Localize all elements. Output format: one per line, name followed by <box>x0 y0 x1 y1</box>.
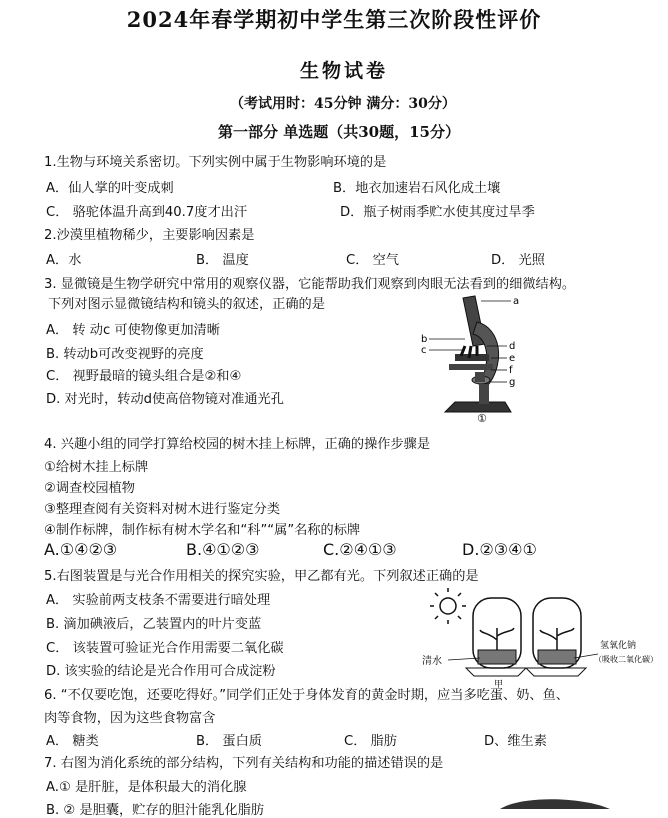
q3-option-d: D. 对光时，转动d使高倍物镜对准通光孔 <box>46 392 284 407</box>
fig-label-jia: 甲 <box>494 680 504 688</box>
section-title: 第一部分 单选题（共30题，15分） <box>218 123 460 141</box>
q6-option-b: B． 蛋白质 <box>196 734 262 749</box>
fig-label-e: e <box>509 353 516 364</box>
q5-option-d: D. 该实验的结论是光合作用可合成淀粉 <box>46 664 276 679</box>
fig-label-a: a <box>513 296 520 307</box>
q4-step-3: ③整理查阅有关资料对树木进行鉴定分类 <box>44 502 281 517</box>
fig-label-c: c <box>421 345 427 356</box>
q6-stem-line1: 6. “不仅要吃饱，还要吃得好。”同学们正处于身体发育的黄金时期，应当多吃蛋、奶、鱼、 <box>44 688 569 703</box>
subject-title: 生物试卷 <box>300 60 389 82</box>
q6-option-a: A． 糖类 <box>46 734 99 749</box>
fig-label-d: d <box>509 341 516 352</box>
q6-stem-line2: 肉等食物，因为这些食物富含 <box>44 711 216 726</box>
fig-label-1: ① <box>477 412 487 424</box>
exam-info: （考试用时：45分钟 满分：30分） <box>230 96 456 112</box>
fig-label-naoh-note: （吸收二氧化碳） <box>594 655 658 664</box>
q2-option-a: A．水 <box>46 253 82 268</box>
fig-label-f: f <box>509 365 513 376</box>
exam-title: 2024年春学期初中学生第三次阶段性评价 <box>126 7 542 32</box>
q5-option-b: B. 滴加碘液后，乙装置内的叶片变蓝 <box>46 617 262 632</box>
q2-option-c: C． 空气 <box>346 253 399 268</box>
microscope-figure <box>415 292 535 424</box>
q5-option-c: C． 该装置可验证光合作用需要二氧化碳 <box>46 641 284 656</box>
q4-option-a: A.①④②③ <box>44 540 118 559</box>
q4-step-1: ①给树木挂上标牌 <box>44 460 149 475</box>
q3-stem-line2: 下列对图示显微镜结构和镜头的叙述，正确的是 <box>48 297 325 312</box>
fig-label-water: 清水 <box>422 656 442 667</box>
q1-option-b: B．地衣加速岩石风化成土壤 <box>333 181 501 196</box>
q3-stem-line1: 3. 显微镜是生物学研究中常用的观察仪器，它能帮助我们观察到肉眼无法看到的细微结构。 <box>44 277 576 292</box>
q3-option-c: C． 视野最暗的镜头组合是②和④ <box>46 369 242 384</box>
q4-step-2: ②调查校园植物 <box>44 481 135 496</box>
photosynthesis-apparatus-figure <box>418 588 658 688</box>
q6-option-c: C． 脂肪 <box>344 734 397 749</box>
fig-label-g: g <box>509 377 516 388</box>
q5-option-a: A． 实验前两支枝条不需要进行暗处理 <box>46 593 271 608</box>
q4-step-4: ④制作标牌，制作标有树木学名和“科”“属”名称的标牌 <box>44 523 361 538</box>
fig-label-naoh: 氢氧化钠 <box>600 641 637 651</box>
q4-option-d: D.②③④① <box>462 540 537 559</box>
q4-option-b: B.④①②③ <box>186 540 260 559</box>
q7-option-a: A.① 是肝脏，是体积最大的消化腺 <box>46 780 247 795</box>
q1-option-d: D．瓶子树雨季贮水使其度过旱季 <box>340 205 535 220</box>
q1-stem: 1.生物与环境关系密切。下列实例中属于生物影响环境的是 <box>44 155 387 170</box>
q4-option-c: C.②④①③ <box>323 540 397 559</box>
fig-label-b: b <box>421 334 428 345</box>
q3-option-b: B. 转动b可改变视野的亮度 <box>46 347 204 362</box>
q1-option-a: A．仙人掌的叶变成刺 <box>46 181 174 196</box>
q3-option-a: A． 转 动c 可使物像更加清晰 <box>46 323 220 338</box>
q7-option-b: B. ② 是胆囊，贮存的胆汁能乳化脂肪 <box>46 803 265 818</box>
q2-stem: 2.沙漠里植物稀少，主要影响因素是 <box>44 228 255 243</box>
digestive-system-figure <box>490 796 620 809</box>
q5-stem: 5.右图装置是与光合作用相关的探究实验，甲乙都有光。下列叙述正确的是 <box>44 569 479 584</box>
q1-option-c: C． 骆驼体温升高到40.7度才出汗 <box>46 205 248 220</box>
q6-option-d: D、维生素 <box>484 734 547 749</box>
sun-icon <box>430 588 466 624</box>
q2-option-b: B． 温度 <box>196 253 249 268</box>
q7-stem: 7. 右图为消化系统的部分结构，下列有关结构和功能的描述错误的是 <box>44 756 444 771</box>
q2-option-d: D． 光照 <box>491 253 545 268</box>
q4-stem: 4. 兴趣小组的同学打算给校园的树木挂上标牌，正确的操作步骤是 <box>44 437 431 452</box>
